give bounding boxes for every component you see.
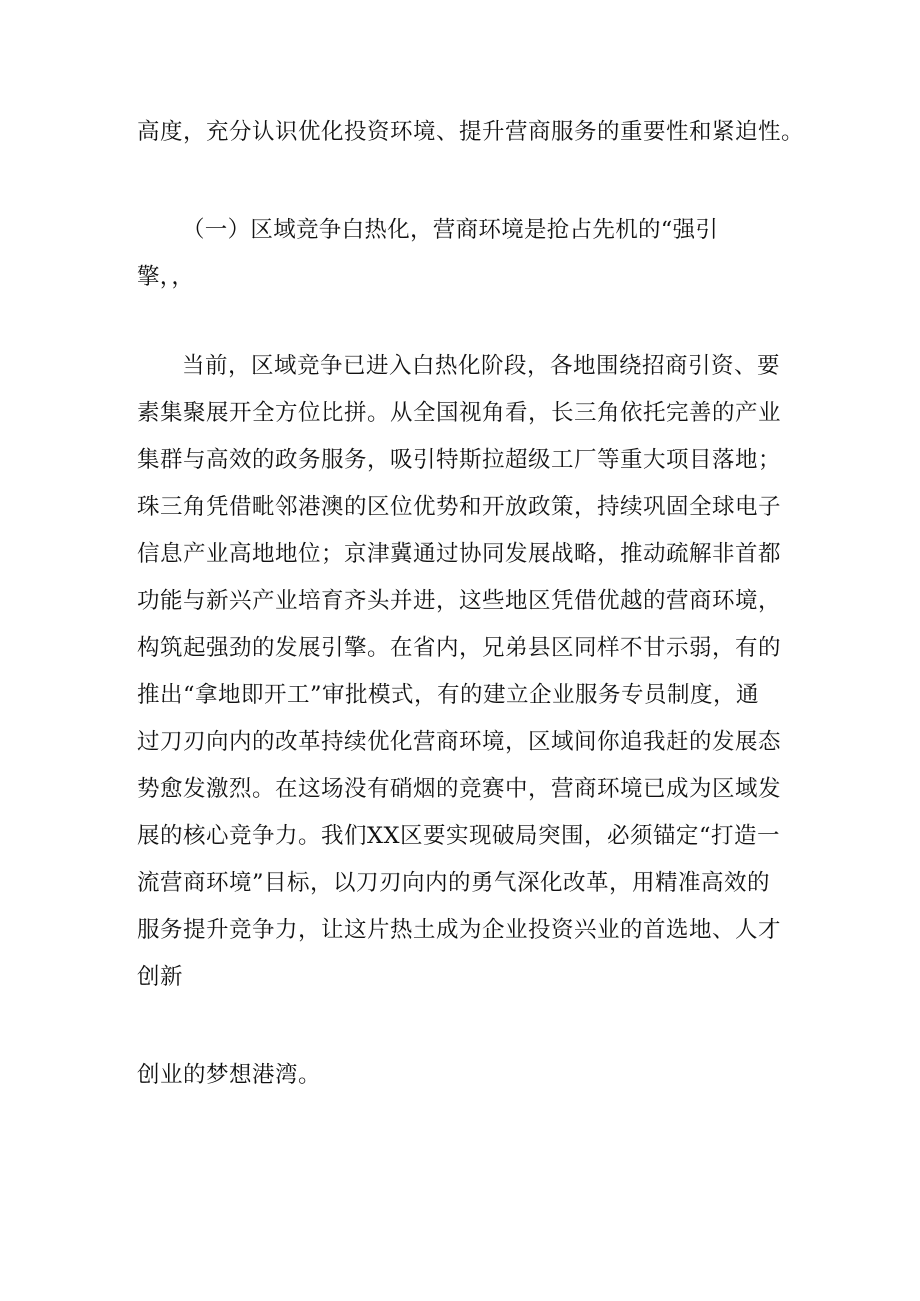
- paragraph-line: 过刀刃向内的改革持续优化营商环境，区域间你追我赶的发展态: [137, 729, 782, 755]
- paragraph-line: 推出“拿地即开工”审批模式，有的建立企业服务专员制度，通: [137, 682, 760, 708]
- paragraph-line: 流营商环境”目标，以刀刃向内的勇气深化改革，用精准高效的: [137, 870, 771, 896]
- paragraph-line: 当前，区域竞争已进入白热化阶段，各地围绕招商引资、要: [182, 353, 781, 379]
- section-heading-line: 擎，，: [137, 264, 195, 290]
- paragraph-line: 创新: [137, 964, 184, 990]
- paragraph-line: 构筑起强劲的发展引擎。在省内，兄弟县区同样不甘示弱，有的: [137, 635, 782, 661]
- paragraph-line: 珠三角凭借毗邻港澳的区位优势和开放政策，持续巩固全球电子: [137, 494, 782, 520]
- paragraph-line: 服务提升竞争力，让这片热土成为企业投资兴业的首选地、人才: [137, 917, 782, 943]
- paragraph-line: 展的核心竞争力。我们XX区要实现破局突围，必须锚定“打造一: [137, 823, 781, 849]
- paragraph-line: 势愈发激烈。在这场没有硝烟的竞赛中，营商环境已成为区域发: [137, 776, 782, 802]
- paragraph-line: 集群与高效的政务服务，吸引特斯拉超级工厂等重大项目落地；: [137, 447, 782, 473]
- section-heading-line: （一）区域竞争白热化，营商环境是抢占先机的“强引: [182, 217, 719, 243]
- paragraph-line: 功能与新兴产业培育齐头并进，这些地区凭借优越的营商环境，: [137, 588, 782, 614]
- paragraph-line: 信息产业高地地位；京津冀通过协同发展战略，推动疏解非首都: [137, 541, 782, 567]
- closing-line: 创业的梦想港湾。: [137, 1062, 322, 1088]
- paragraph-line: 素集聚展开全方位比拼。从全国视角看，长三角依托完善的产业: [137, 400, 782, 426]
- intro-line: 高度，充分认识优化投资环境、提升营商服务的重要性和紧迫性。: [137, 119, 805, 145]
